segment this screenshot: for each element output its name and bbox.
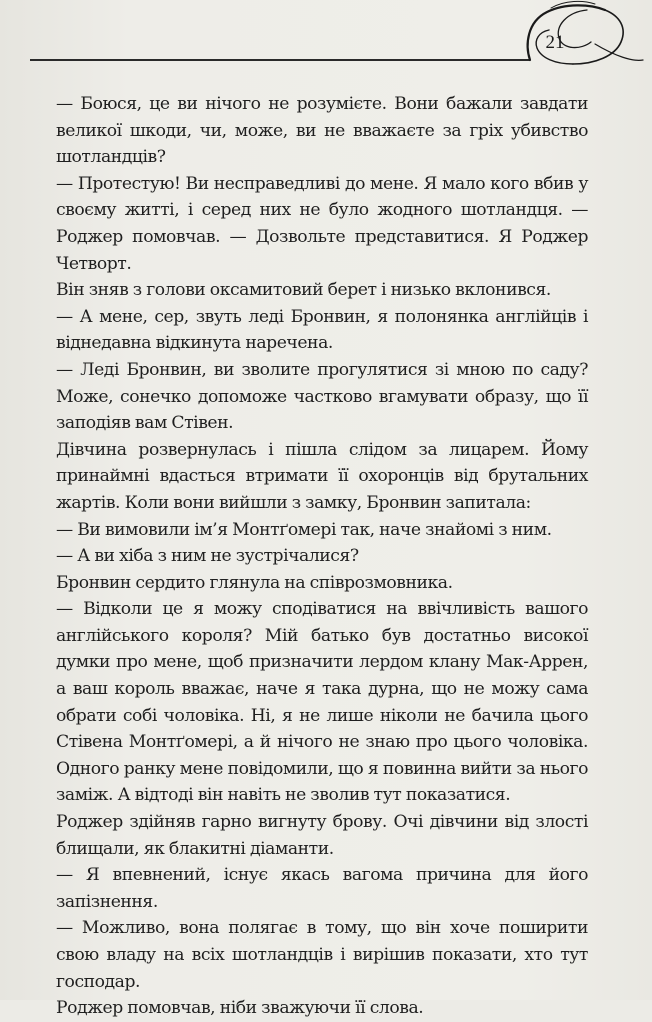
paragraph: Бронвин сердито глянула на співрозмовника. bbox=[56, 572, 453, 593]
paragraph: — Ви вимовили ім’я Монтґомері так, наче знайомі з ним. bbox=[56, 519, 552, 540]
paragraph: Він зняв з голови оксамитовий берет і низько вклонився. bbox=[56, 280, 551, 301]
paragraph: Роджер помовчав, ніби зважуючи її слова. bbox=[56, 998, 424, 1019]
paragraph: — Протестую! Ви несправедливі до мене. Я мало кого вбив у своєму житті, і серед них не було жодного шотландця. — Роджер помовчав. — Дозвольте представитися. Я Роджер Четворт. bbox=[56, 173, 588, 274]
paragraph: — Можливо, вона полягає в тому, що він хоче поширити свою владу на всіх шотландців і вирішив показати, хто тут господар. bbox=[56, 918, 588, 992]
page-number: 21 bbox=[545, 32, 565, 53]
paragraph: — Леді Бронвин, ви зволите прогулятися зі мною по саду? Може, сонечко допоможе частково вгамувати образу, що її заподіяв вам Стівен. bbox=[56, 359, 588, 434]
paragraph: Дівчина розвернулась і пішла слідом за лицарем. Йому принаймні вдасться втримати її охоронців від брутальних жартів. Коли вони вийшли з замку, Бронвин запитала: bbox=[56, 439, 588, 513]
paragraph: — А мене, сер, звуть леді Бронвин, я полонянка англійців і віднедавна відкинута наречена. bbox=[56, 306, 588, 354]
paragraph: — Я впевнений, існує якась вагома причина для його запізнення. bbox=[56, 865, 588, 912]
text-body bbox=[56, 91, 588, 1022]
paragraph: — А ви хіба з ним не зустрічалися? bbox=[56, 546, 359, 567]
paragraph: — Боюся, це ви нічого не розумієте. Вони бажали завдати великої шкоди, чи, може, ви не вважаєте за гріх убивство шотландців? bbox=[56, 94, 588, 168]
paragraph: Роджер здійняв гарно вигнуту брову. Очі дівчини від злості блищали, як блакитні діаманти. bbox=[56, 812, 588, 859]
paragraph: — Відколи це я можу сподіватися на ввічливість вашого англійського короля? Мій батько був достатньо високої думки про мене, щоб призначити лердом клану Мак-Аррен, а ваш король вважає, наче я така дурна, що не можу сама обрати собі чоловіка. Ні, я не лише ніколи не бачила цього Стівена Монтґомері, а й нічого не знаю про цього чоловіка. Одного ранку мене повідомили, що я повинна вийти за нього заміж. А відтоді він навіть не зволив тут показатися. bbox=[56, 599, 588, 806]
